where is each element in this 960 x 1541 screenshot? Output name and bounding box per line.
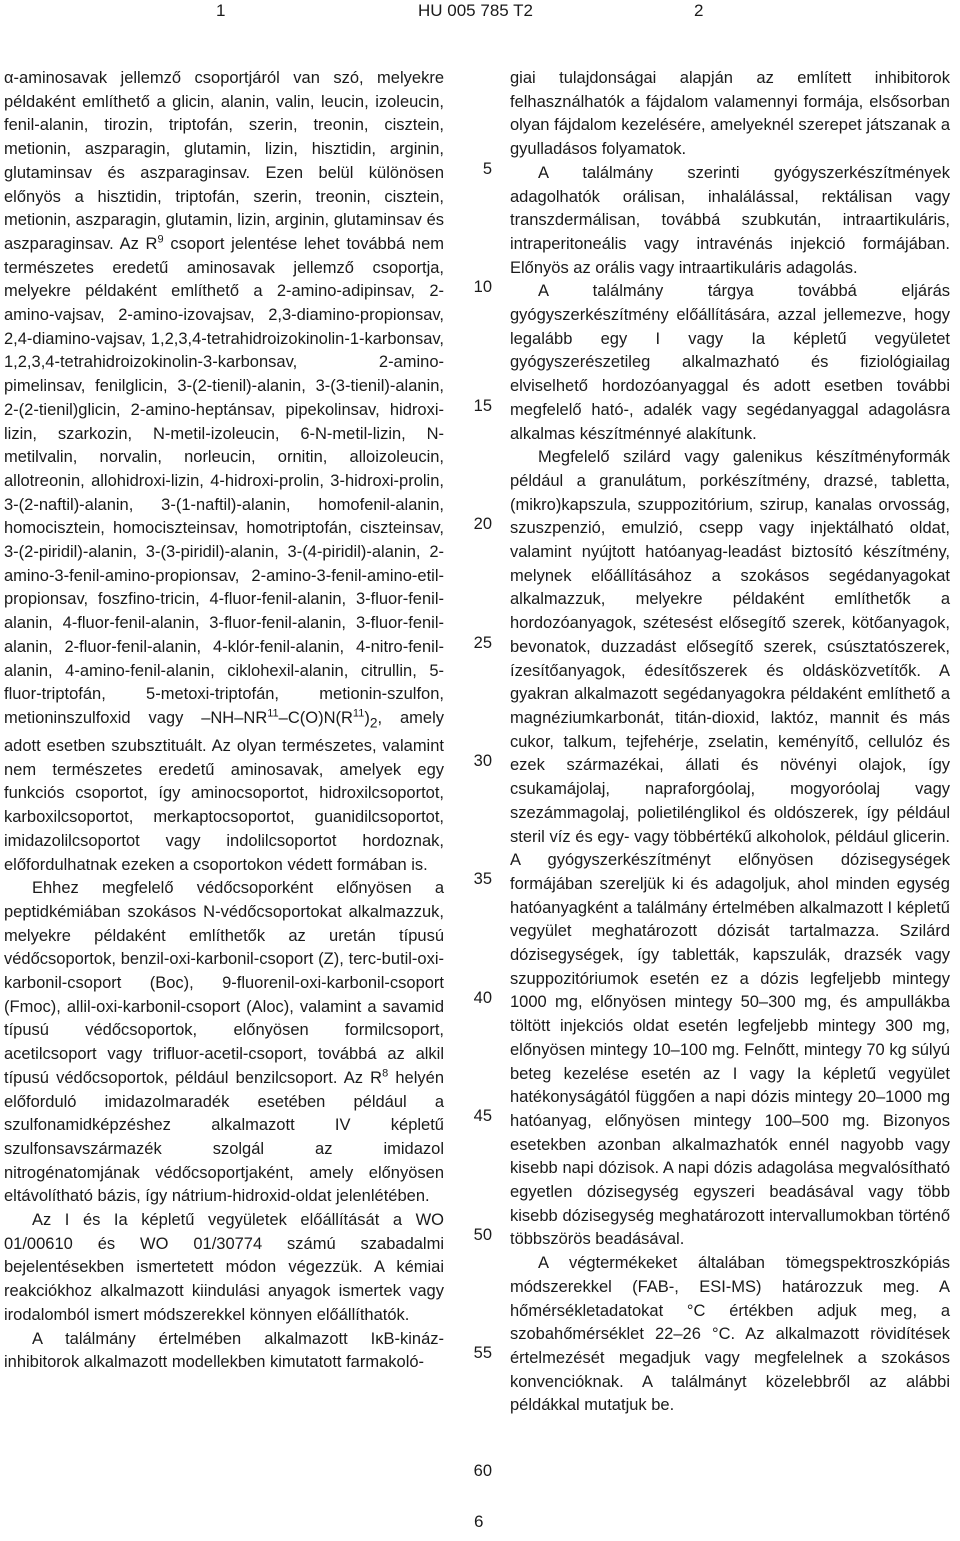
paragraph-amino-acids [4, 67, 444, 877]
line-number: 60 [473, 1462, 492, 1481]
line-number: 35 [473, 870, 492, 889]
right-column [510, 67, 950, 1418]
superscript: 8 [382, 1067, 389, 1080]
line-number: 15 [473, 396, 492, 415]
line-number: 45 [473, 1107, 492, 1126]
left-column [4, 67, 444, 1375]
line-number: 55 [473, 1344, 492, 1362]
text-run: csoport jelentése lehet továbbá nem természetes eredetű aminosavak jellemző csoportja, melyekre példaként említhető a 2-amino-adipinsav, 2-amino-vajsav, 2-amino-izovajsav, 2,3-diamino-propionsav, 2,4-diamino-vajsav, 1,2,3,4-tetrahidroizokinolin-1-karbonsav, 1,2,3,4-tetrahidroizokinolin-3-karbonsav, 2-amino-pimelinsav, fenilglicin, 3-(2-tienil)-alanin, 3-(3-tienil)-alanin, 2-(2-tienil)glicin, 2-amino-heptánsav, pipekolinsav, hidroxi-lizin, szarkozin, N-metil-izoleucin, 6-N-metil-lizin, N-metilvalin, norvalin, norleucin, ornitin, alloizoleucin, allotreonin, allohidroxi-lizin, 4-hidroxi-prolin, 3-hidroxi-prolin, 3-(2-naftil)-alanin, 3-(1-naftil)-alanin, homofenil-alanin, homocisztein, homociszteinsav, homotriptofán, ciszteinsav, 3-(2-piridil)-alanin, 3-(3-piridil)-alanin, 3-(4-piridil)-alanin, 2-amino-3-fenil-amino-propionsav, 2-amino-3-fenil-amino-etil-propionsav, foszfino-tricin, 4-fluor-fenil-alanin, 3-fluor-fenil-alanin, 4-fluor-fenil-alanin, 3-fluor-fenil-alanin, 3-fluor-fenil-alanin, 2-fluor-fenil-alanin, 4-klór-fenil-alanin, 4-nitro-fenil-alanin, 4-amino-fenil-alanin, ciklohexil-alanin, citrullin, 5-fluor-triptofán, 5-metoxi-triptofán, metionin-szulfon, metioninszulfoxid vagy –NH–NR [4, 234, 445, 727]
line-number: 20 [473, 515, 492, 534]
line-number: 5 [482, 160, 492, 178]
text-run: ) [364, 708, 370, 727]
patent-number: HU 005 785 T2 [418, 1, 533, 20]
superscript: 9 [157, 233, 164, 246]
paragraph-process: A találmány tárgya továbbá eljárás gyógyszerkészítmény előállítására, azzal jellemezve, hogy legalább egy I vagy Ia képletű vegyületet gyógyszerészetileg alkalmazható és fiziológiailag elviselhető hordozóanyaggal és adott esetben további megfelelő ható-, adalék vagy segédanyaggal adagolásra alkalmas készítménnyé alakítunk. [510, 282, 950, 443]
paragraph-preparation: Az I és Ia képletű vegyületek előállítását a WO 01/00610 és WO 01/30774 számú szabadalmi bejelentésekben ismertetett módon végezzük. A kémiai reakciókhoz alkalmazott kiindulási anyagok ismertek vagy irodalomból ismert módszerekkel könnyen előállíthatók. [4, 1211, 444, 1324]
text-run: –C(O)N(R [278, 708, 353, 727]
line-number: 25 [473, 633, 492, 652]
line-number: 50 [473, 1225, 492, 1244]
superscript: 11 [352, 707, 365, 720]
paragraph-analysis: A végtermékeket általában tömegspektroszkópiás módszerekkel (FAB-, ESI-MS) határozzuk meg. A hőmérsékletadatokat °C értékben adjuk meg, a szobahőmérséklet 22–26 °C. Az alkalmazott rövidítések értelmezését megadjuk vagy megfelelnek a szokásos konvencióknak. A találmányt közelebbről az alábbi példákkal mutatjuk be. [510, 1254, 950, 1415]
column-number-left: 1 [216, 1, 226, 20]
paragraph-formulations: Megfelelő szilárd vagy galenikus készítményformák például a granulátum, porkészítmény, drazsé, tabletta, (mikro)kapszula, szuppozitórium, szirup, kanalas orvosság, szuszpenzió, emulzió, csepp vagy injektálható oldat, valamint nyújtott hatóanyag-leadást biztosító készítmény, melynek előállításához a szokásos segédanyagokat alkalmazzuk, melyekre példaként említhetők a hordozóanyagok, szétesést elősegítő szerek, kötőanyagok, bevonatok, duzzadást elősegítő szerek, csúsztatószerek, ízesítőanyagok, édesítőszerek és oldásközvetítők. A gyakran alkalmazott segédanyagokra példaként említhető a magnéziumkarbonát, titán-dioxid, laktóz, mannit és más cukor, talkum, tejfehérje, zselatin, keményítő, cellulóz és ezek származékai, állati és növényi olajok, így csukamájolaj, napraforgóolaj, mogyoróolaj vagy szezámmagolaj, polietilénglikol és oldószerek, így például steril víz és egy- vagy többértékű alkoholok, például glicerin. A gyógyszerkészítményt előnyösen dózisegységek formájában szereljük ki és adagoljuk, ahol minden egység hatóanyagként a találmány értelmében alkalmazott I képletű vegyület meghatározott dózisát tartalmazza. Szilárd dózisegységek, így tabletták, kapszulák, drazsék vagy szuppozitóriumok esetén ez a dózis legfeljebb mintegy 1000 mg, előnyösen mintegy 50–300 mg, és ampullákba töltött injekciós oldat esetén legfeljebb mintegy 300 mg, előnyösen mintegy 10–100 mg. Felnőtt, mintegy 70 kg súlyú beteg kezelése esetén az I vagy Ia képletű vegyület hatékonyságától függően a napi dózis mintegy 20–1000 mg hatóanyag, előnyösen mintegy 100–500 mg. Bizonyos esetekben azonban alkalmazhatók ennél nagyobb vagy kisebb napi dózisok. A napi dózis adagolása megvalósítható egyetlen dózisegység egyszeri beadásával vagy több kisebb dózisegység meghatározott intervallumokban történő többszörös beadásával. [510, 448, 950, 1249]
paragraph-protecting-groups [4, 877, 444, 1209]
page-number: 6 [474, 1512, 484, 1531]
text-run: , amely adott esetben szubsztituált. Az olyan természetes, valamint nem természetes eredetű aminosavak, amelyek egy funkciós csoportot, így aminocsoportot, hidroxilcsoportot, karboxilcsoportot, merkaptocsoportot, guanidilcsoportot, imidazolilcsoportot vagy indolilcsoportot hordoznak, előfordulhatnak ezeken a csoportokon védett formában is. [4, 708, 444, 874]
text-run: helyén előforduló imidazolmaradék esetében például a szulfonamidképzéshez alkalmazott IV képletű szulfonsavszármazék szolgál az imidazol nitrogénatomjának védőcsoportjaként, amely előnyösen eltávolítható bázis, így nátrium-hidroxid-oldat jelenlétében. [4, 1068, 444, 1206]
paragraph-inhibitors: A találmány értelmében alkalmazott IκB-kináz-inhibitorok alkalmazott modellekben kimutatott farmakoló- [4, 1329, 444, 1372]
line-number: 40 [473, 988, 492, 1007]
subscript: 2 [369, 715, 378, 731]
text-run: α-aminosavak jellemző csoportjáról van szó, melyekre példaként említhető a glicin, alanin, valin, leucin, izoleucin, fenil-alanin, tirozin, triptofán, szerin, treonin, cisztein, metionin, aszparagin, glutamin, lizin, hisztidin, arginin, glutaminsav és aszparaginsav. Ezen belül különösen előnyös a hisztidin, triptofán, szerin, treonin, cisztein, metionin, aszparagin, glutamin, lizin, arginin, glutaminsav és aszparaginsav. Az R [4, 69, 444, 253]
superscript: 11 [267, 707, 279, 720]
paragraph-pain-treatment: giai tulajdonságai alapján az említett inhibitorok felhasználhatók a fájdalom valamennyi formája, elsősorban olyan fájdalom kezelésére, amelyeknél szerepet játszanak a gyulladásos folyamatok. [510, 69, 950, 159]
text-run: Ehhez megfelelő védőcsoporként előnyösen a peptidkémiában szokásos N-védőcsoportokat alkalmazzuk, melyekre példaként említhetők az uretán típusú védőcsoportok, benzil-oxi-karbonil-csoport (Z), terc-butil-oxi-karbonil-csoport (Boc), 9-fluorenil-oxi-karbonil-csoport (Fmoc), allil-oxi-karbonil-csoport (Aloc), valamint a savamid típusú védőcsoportok, előnyösen formilcsoport, acetilcsoport vagy trifluor-acetil-csoport, továbbá az alkil típusú védőcsoportok, például benzilcsoport. Az R [4, 879, 444, 1087]
line-number: 30 [473, 752, 492, 770]
column-number-right: 2 [694, 1, 704, 20]
line-number: 10 [473, 278, 492, 297]
paragraph-administration: A találmány szerinti gyógyszerkészítmények adagolhatók orálisan, inhalálással, rektálisan vagy transzdermálisan, továbbá szubkután, intraartikuláris, intraperitoneális vagy intravénás injekció formájában. Előnyös az orális vagy intraartikuláris adagolás. [510, 163, 950, 277]
